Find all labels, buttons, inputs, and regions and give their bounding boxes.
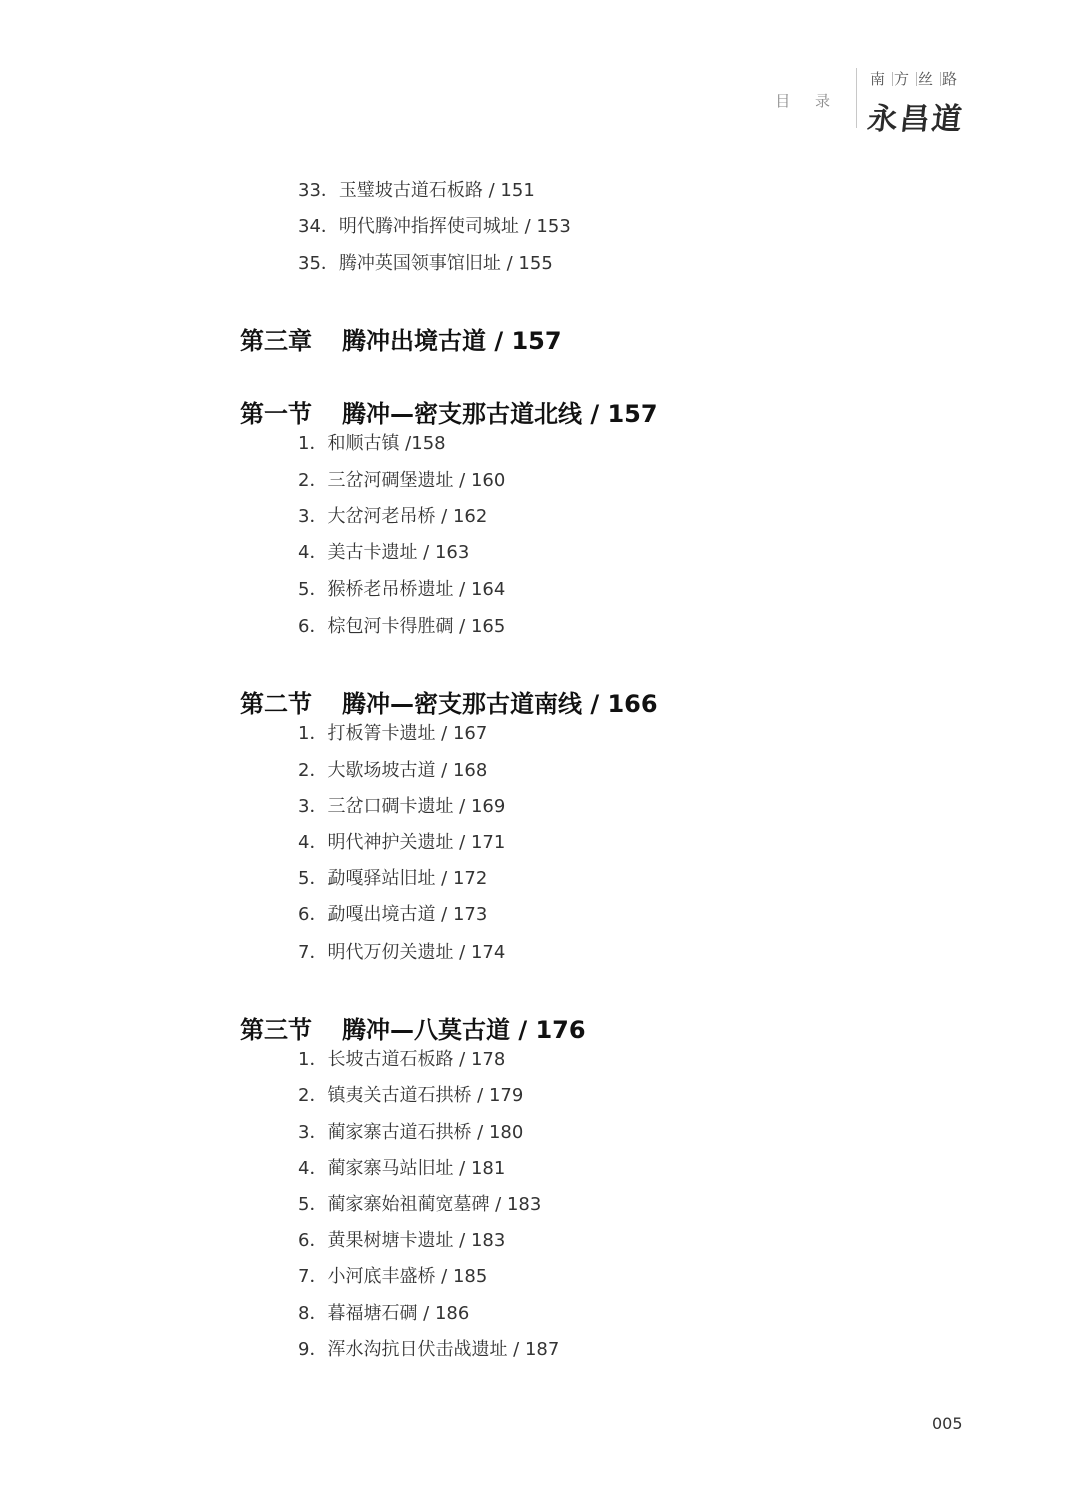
toc-item: 7．明代万仞关遗址 / 174 <box>298 942 506 963</box>
header-divider <box>856 68 857 128</box>
toc-item: 6．黄果树塘卡遗址 / 183 <box>298 1230 506 1251</box>
section-heading <box>240 684 658 719</box>
section-title: 腾冲—八莫古道 / 176 <box>342 1016 586 1044</box>
chapter-title: 腾冲出境古道 / 157 <box>342 327 562 355</box>
toc-item: 1．打板箐卡遗址 / 167 <box>298 723 488 744</box>
chapter-label: 第三章 <box>240 327 312 355</box>
toc-item: 35．腾冲英国领事馆旧址 / 155 <box>298 253 553 274</box>
series-separator <box>940 72 941 86</box>
toc-item: 5．猴桥老吊桥遗址 / 164 <box>298 579 506 600</box>
page-number: 005 <box>932 1414 963 1433</box>
toc-item: 2．镇夷关古道石拱桥 / 179 <box>298 1085 524 1106</box>
toc-item: 33．玉璧坡古道石板路 / 151 <box>298 180 535 201</box>
toc-item: 3．三岔口碉卡遗址 / 169 <box>298 796 506 817</box>
toc-item: 6．棕包河卡得胜碉 / 165 <box>298 616 506 637</box>
toc-item: 5．勐嘎驿站旧址 / 172 <box>298 868 488 889</box>
series-char: 南 <box>870 70 892 88</box>
toc-item: 4．美古卡遗址 / 163 <box>298 542 470 563</box>
series-title <box>870 68 963 89</box>
series-char: 方 <box>894 70 916 88</box>
page-header <box>0 60 1080 140</box>
section-heading <box>240 394 658 429</box>
section-label: 第三节 <box>240 1016 312 1044</box>
section-label: 目 录 <box>775 92 840 110</box>
section-label: 第二节 <box>240 690 312 718</box>
section-title: 腾冲—密支那古道北线 / 157 <box>342 400 658 428</box>
series-char: 路 <box>942 70 964 88</box>
series-char: 丝 <box>918 70 940 88</box>
toc-item: 34．明代腾冲指挥使司城址 / 153 <box>298 216 571 237</box>
toc-item: 3．蔺家寨古道石拱桥 / 180 <box>298 1122 524 1143</box>
toc-item: 5．蔺家寨始祖蔺宽墓碑 / 183 <box>298 1194 542 1215</box>
section-title: 腾冲—密支那古道南线 / 166 <box>342 690 658 718</box>
series-separator <box>916 72 917 86</box>
chapter-heading <box>240 321 562 356</box>
toc-item: 7．小河底丰盛桥 / 185 <box>298 1266 488 1287</box>
toc-item: 1．和顺古镇 /158 <box>298 433 446 454</box>
toc-item: 9．浑水沟抗日伏击战遗址 / 187 <box>298 1339 560 1360</box>
toc-item: 1．长坡古道石板路 / 178 <box>298 1049 506 1070</box>
toc-item: 6．勐嘎出境古道 / 173 <box>298 904 488 925</box>
toc-item: 3．大岔河老吊桥 / 162 <box>298 506 488 527</box>
book-logo: 永昌道 <box>865 102 966 137</box>
section-label: 第一节 <box>240 400 312 428</box>
toc-item: 2．三岔河碉堡遗址 / 160 <box>298 470 506 491</box>
toc-item: 4．蔺家寨马站旧址 / 181 <box>298 1158 506 1179</box>
toc-item: 8．暮福塘石碉 / 186 <box>298 1303 470 1324</box>
toc-item: 2．大歇场坡古道 / 168 <box>298 760 488 781</box>
section-heading <box>240 1010 586 1045</box>
series-separator <box>892 72 893 86</box>
toc-item: 4．明代神护关遗址 / 171 <box>298 832 506 853</box>
